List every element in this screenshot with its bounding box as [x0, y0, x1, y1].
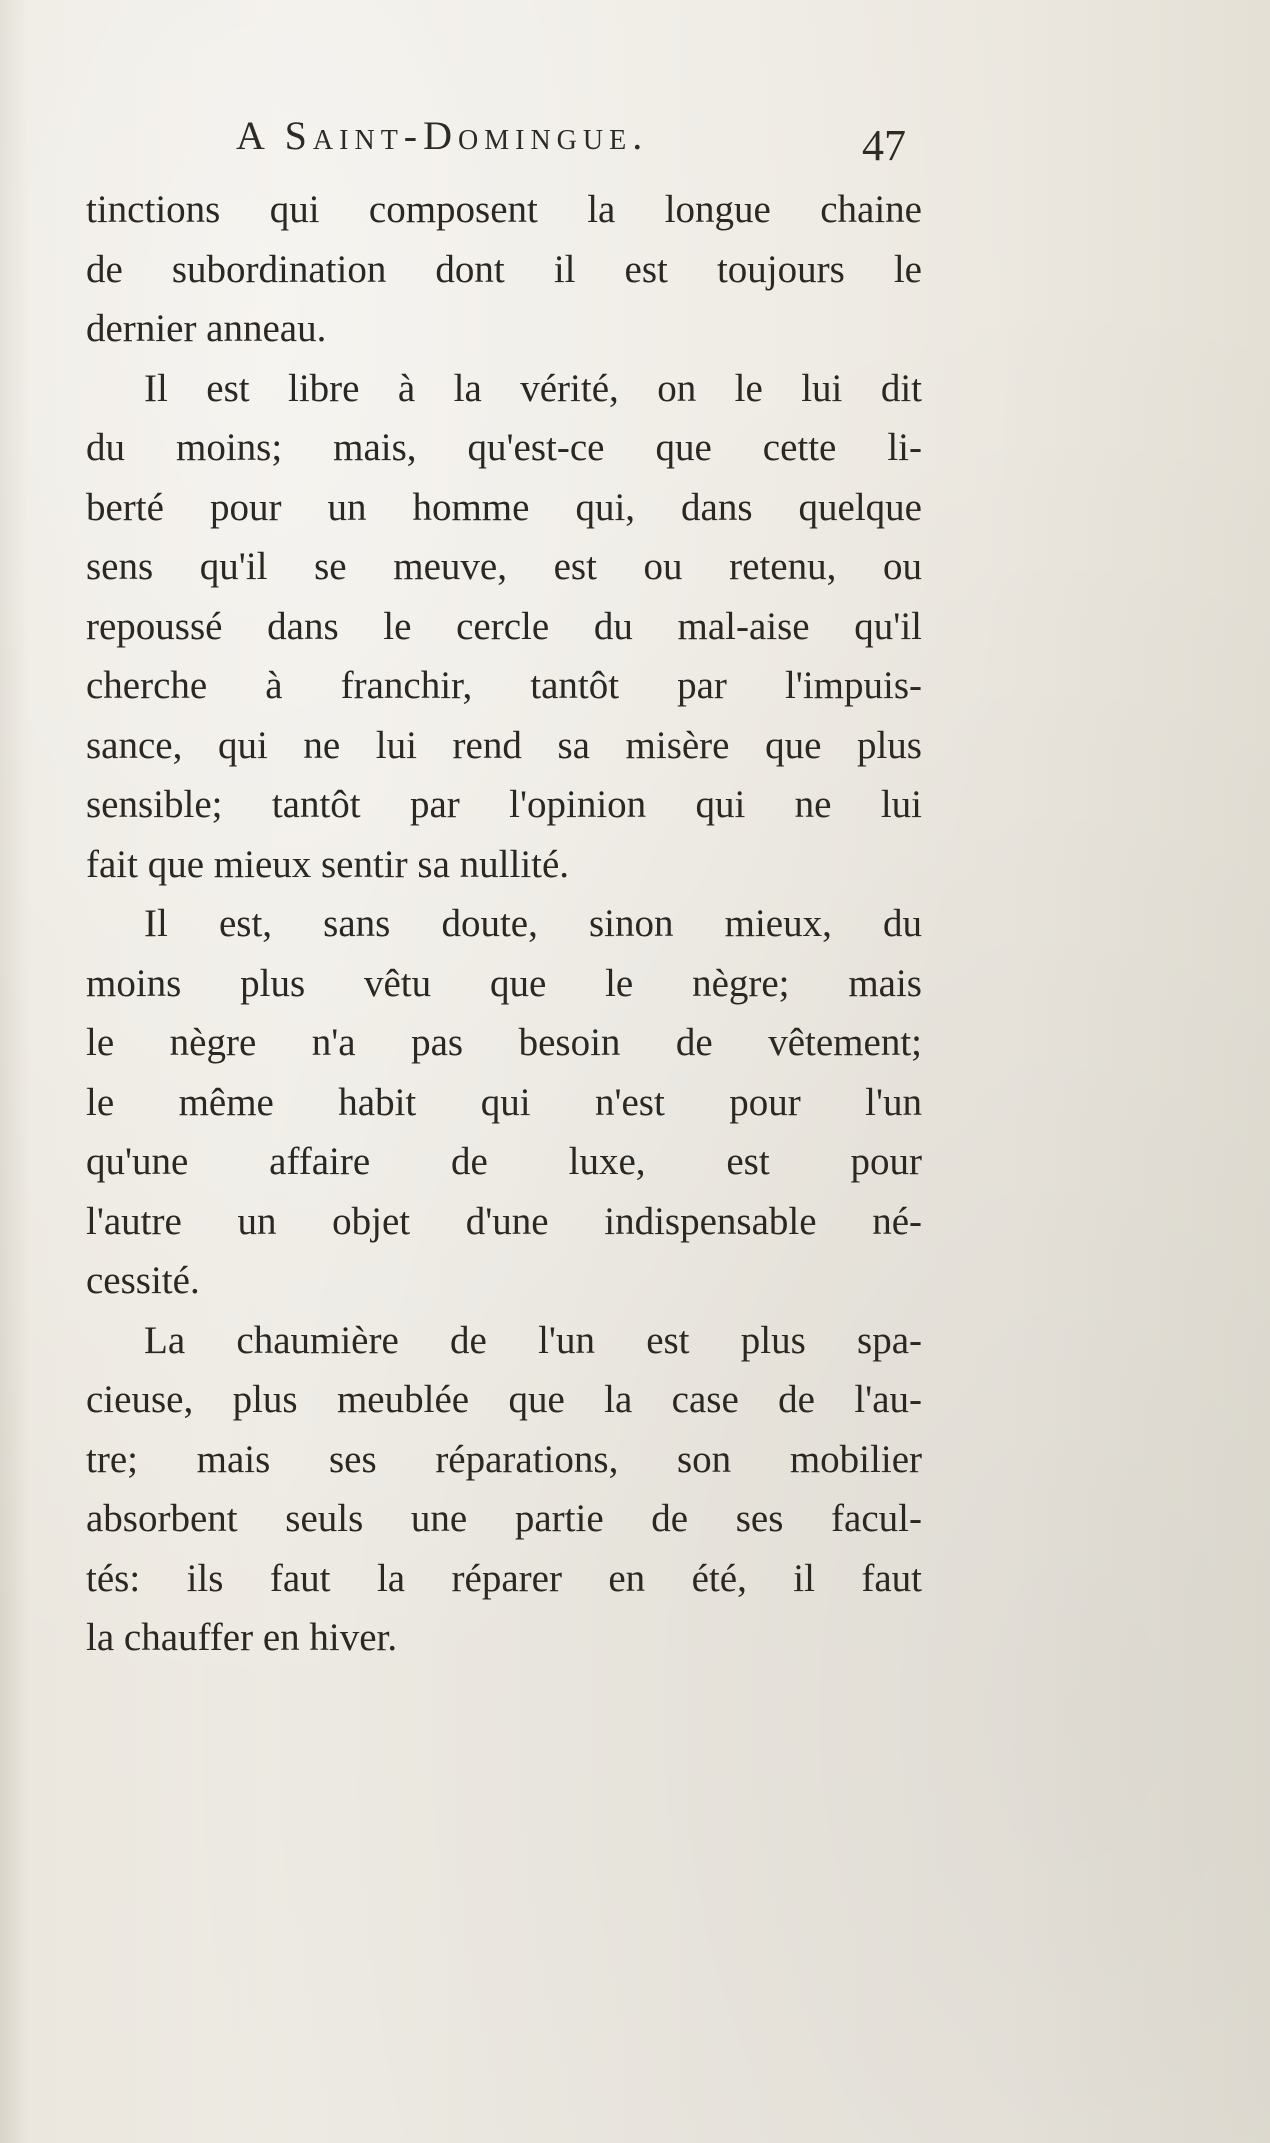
text-line: cieuse, plus meublée que la case de l'au-	[86, 1378, 922, 1421]
text-line: Il est, sans doute, sinon mieux, du	[144, 902, 922, 945]
text-line: cherche à franchir, tantôt par l'impuis-	[86, 664, 922, 707]
text-line: l'autre un objet d'une indispensable né-	[86, 1199, 922, 1243]
text-line: dernier anneau.	[86, 307, 327, 350]
text-line: berté pour un homme qui, dans quelque	[86, 485, 922, 529]
text-line: repoussé dans le cercle du mal-aise qu'il	[86, 604, 922, 648]
text-line: Il est libre à la vérité, on le lui dit	[144, 366, 922, 410]
text-line: tés: ils faut la réparer en été, il faut	[86, 1556, 922, 1600]
text-line: sens qu'il se meuve, est ou retenu, ou	[86, 545, 922, 588]
text-line: sensible; tantôt par l'opinion qui ne lui	[86, 783, 922, 826]
text-line: sance, qui ne lui rend sa misère que plus	[86, 723, 922, 767]
text-line: le même habit qui n'est pour l'un	[86, 1080, 922, 1124]
body-text	[86, 180, 922, 1668]
text-line: tinctions qui composent la longue chaine	[86, 188, 922, 231]
text-line: La chaumière de l'un est plus spa-	[144, 1318, 922, 1362]
text-line: du moins; mais, qu'est-ce que cette li-	[86, 426, 922, 469]
text-line: cessité.	[86, 1259, 200, 1302]
text-line: de subordination dont il est toujours le	[86, 247, 922, 291]
text-line: tre; mais ses réparations, son mobilier	[86, 1437, 922, 1481]
text-line: absorbent seuls une partie de ses facul-	[86, 1497, 922, 1540]
text-line: moins plus vêtu que le nègre; mais	[86, 961, 922, 1005]
text-line: la chauffer en hiver.	[86, 1616, 398, 1659]
page-number: 47	[862, 121, 906, 170]
text-line: le nègre n'a pas besoin de vêtement;	[86, 1021, 922, 1064]
text-line: qu'une affaire de luxe, est pour	[86, 1140, 922, 1183]
running-head: A Saint-Domingue.	[236, 113, 649, 158]
text-line: fait que mieux sentir sa nullité.	[86, 842, 570, 886]
